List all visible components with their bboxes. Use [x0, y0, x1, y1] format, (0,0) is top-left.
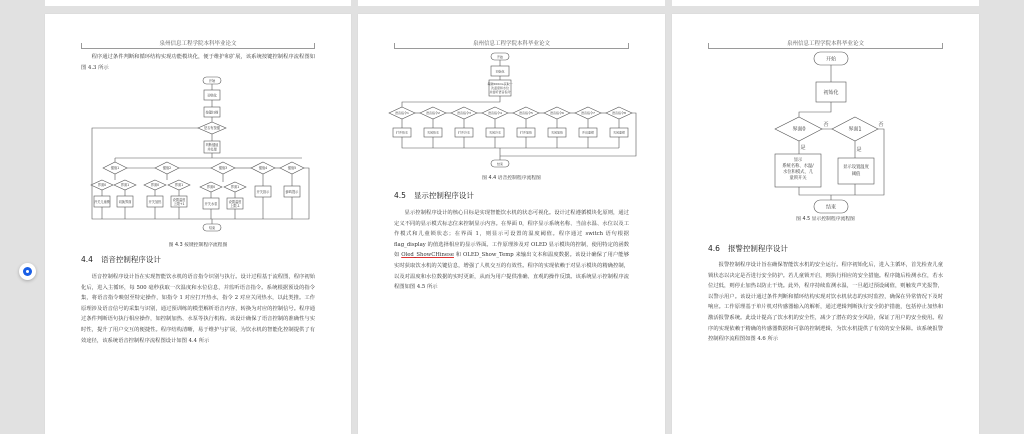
- svg-text:打开加热: 打开加热: [519, 130, 533, 135]
- svg-text:语音指令5: 语音指令5: [519, 111, 533, 115]
- function-name-link: Oled_ShowCHinese: [401, 252, 454, 259]
- svg-text:界面1: 界面1: [174, 183, 184, 187]
- previous-page-bottom: [672, 0, 979, 6]
- svg-text:设置温度: 设置温度: [172, 198, 186, 202]
- figure-4-5-flowchart: [762, 50, 892, 214]
- svg-text:设置温度: 设置温度: [228, 200, 242, 204]
- svg-text:结束: 结束: [825, 204, 837, 211]
- svg-text:打开热水: 打开热水: [395, 130, 409, 135]
- svg-text:关闭热水: 关闭热水: [426, 130, 440, 135]
- svg-text:界面0: 界面0: [150, 183, 160, 187]
- figure-caption: 图 4.5 显示控制程序流程图: [796, 217, 855, 222]
- svg-text:显示: 显示: [793, 158, 803, 163]
- svg-text:是: 是: [856, 147, 862, 153]
- svg-text:水位和模式、儿: 水位和模式、儿: [782, 170, 814, 175]
- svg-text:界面0: 界面0: [792, 126, 806, 133]
- svg-text:是否有按键: 是否有按键: [204, 126, 220, 131]
- svg-text:键值2: 键值2: [162, 166, 172, 170]
- svg-text:结束: 结束: [208, 225, 216, 230]
- section-number: 4.5: [394, 191, 406, 200]
- svg-text:键值4: 键值4: [258, 166, 268, 170]
- page-header: 泉州信息工程学院本科毕业论文: [394, 39, 629, 49]
- svg-text:童锁开关: 童锁开关: [789, 176, 807, 181]
- section-heading-4-6: [708, 243, 796, 254]
- page-header: 泉州信息工程学院本科毕业论文: [708, 39, 943, 49]
- figure-caption: 图 4.4 语音控制程序流程图: [482, 176, 541, 181]
- document-page-3: [672, 14, 979, 434]
- svg-text:按键扫描: 按键扫描: [205, 110, 219, 115]
- previous-page-bottom: [45, 0, 351, 6]
- flow-start: 开始: [208, 78, 216, 83]
- svg-text:否: 否: [823, 122, 829, 128]
- figure-4-4-flowchart: [388, 52, 638, 172]
- section-number: 4.6: [708, 244, 720, 253]
- svg-text:键值5: 键值5: [287, 166, 297, 170]
- svg-text:开启童锁: 开启童锁: [581, 130, 595, 135]
- svg-text:切换界面: 切换界面: [118, 200, 132, 204]
- assistant-floating-button[interactable]: [19, 263, 36, 280]
- svg-text:并监听语音指令: 并监听语音指令: [489, 90, 511, 94]
- svg-text:语音指令2: 语音指令2: [426, 111, 440, 115]
- svg-text:关闭冷水: 关闭冷水: [488, 130, 502, 135]
- svg-text:开始: 开始: [496, 54, 504, 59]
- svg-text:每隔500ms获取一: 每隔500ms获取一: [487, 82, 513, 86]
- svg-text:界面1: 界面1: [120, 183, 130, 187]
- page-header: 泉州信息工程学院本科毕业论文: [81, 39, 315, 49]
- body-text: 显示控制程序设计的核心目标是实现智能饮水机的状态可视化。设计过程遵循模块化原则，通过定义不同的显示模式标志位来控制显示内容。在界面 0，程序显示系统名称、当前水温、水位以及工作模式和儿童锁状态；在界面 1，则显示可设置的温度阈值。程序通过 switch 语句根据 flag_display 的值选择相应的显示界面。工作原理涉及对 OLED 显示模块的控制，使用特定的函数如: [394, 210, 629, 259]
- svg-text:否: 否: [878, 122, 884, 128]
- svg-text:键值1: 键值1: [110, 166, 120, 170]
- svg-text:键值3: 键值3: [218, 166, 228, 170]
- svg-text:蜂鸣提示: 蜂鸣提示: [285, 190, 299, 194]
- body-text: 和 OLED_Show_Temp 来输出文本和温度数据。该设计确保了用户能够实时获取饮水机的关键信息，增强了人机交互的有效性。程序的实现依赖于对显示模块的精确控制，以及对温度和水位数据的实时更新，从而为用户提供准确、直观的操作反馈。该系统显示控制程序流程图如图 4.5 所示: [394, 252, 629, 291]
- svg-text:开始: 开始: [825, 56, 837, 63]
- assistant-icon: [23, 267, 32, 276]
- svg-text:界面1: 界面1: [230, 185, 240, 189]
- paragraph-intro: 程序通过条件判断和循环结构实现功能模块化，便于维护和扩展，该系统按键控制程序流程图如图 4.3 所示: [81, 54, 315, 71]
- svg-text:初始化: 初始化: [495, 69, 505, 74]
- svg-text:是: 是: [800, 145, 806, 151]
- svg-text:关闭加热: 关闭加热: [550, 130, 564, 135]
- paragraph-body: 语音控制程序设计旨在实现智能饮水机的语音指令识别与执行。设计过程基于流程图，程序初始化后，进入主循环，每 500 毫秒获取一次温度和水位信息，并监听语音指令。系统根据预设的指令集，将语音指令映射至特定操作，如指令 1 对应打开热水，指令 2 对应关闭热水，以此类推。工作原理涉及语音信号的采集与识别，通过预训练的模型解析语音内容，转换为对应的控制信号。程序通过条件判断语句执行相应操作，如控制加热、水泵等执行机构。该设计确保了语音控制的准确性与实时性，提升了用户交互的便捷性。程序结构清晰，易于维护与扩展，为饮水机的智能化控制提供了有效途径，该系统语音控制程序流程图设计如图 4.4 所示: [81, 274, 315, 344]
- section-heading-4-4: [81, 254, 169, 265]
- section-heading-4-5: [394, 190, 482, 201]
- svg-text:界面0: 界面0: [97, 183, 107, 187]
- svg-text:语音指令7: 语音指令7: [581, 111, 595, 115]
- svg-text:语音指令1: 语音指令1: [395, 111, 409, 115]
- svg-text:判断键值: 判断键值: [205, 143, 219, 147]
- svg-text:上限+1: 上限+1: [173, 202, 185, 206]
- svg-text:语音指令6: 语音指令6: [550, 111, 564, 115]
- section-number: 4.4: [81, 255, 93, 264]
- svg-text:语音指令8: 语音指令8: [612, 111, 626, 115]
- svg-text:开关指示: 开关指示: [256, 190, 270, 194]
- figure-caption: 图 4.3 按键控制程序流程图: [168, 243, 228, 248]
- svg-text:阈值: 阈值: [851, 172, 861, 177]
- previous-page-bottom: [358, 0, 665, 6]
- document-page-2: [358, 14, 665, 434]
- svg-text:界面0: 界面0: [206, 185, 216, 189]
- svg-text:语音指令3: 语音指令3: [457, 111, 471, 115]
- svg-text:开关加热: 开关加热: [148, 200, 162, 204]
- svg-text:并处理: 并处理: [207, 147, 217, 152]
- svg-text:关闭童锁: 关闭童锁: [612, 130, 626, 135]
- svg-text:次温度和水位: 次温度和水位: [490, 86, 510, 90]
- svg-text:界面1: 界面1: [848, 126, 862, 133]
- svg-text:结束: 结束: [496, 161, 504, 166]
- paragraph-body: 报警控制程序设计旨在确保智能饮水机的安全运行。程序初始化后，进入主循环，首先检查儿童锁状态以决定是否进行安全防护。若儿童锁开启，则执行相应的安全措施。程序随后检测水位，若水位过低，则停止加热以防止干烧。此外，程序持续监测水温，一旦超过预设阈值，则触发声光报警，以警示用户。该设计通过条件判断和循环结构实现对饮水机状态的实时监控，确保在异常情况下及时响应。工作原理基于单片机对传感器输入的解析，通过逻辑判断执行安全防护措施，包括停止加热和激活报警系统。此设计提高了饮水机的安全性，减少了潜在的安全风险，保证了用户的安全使用。程序的实现依赖于精确的传感器数据和可靠的控制逻辑，为饮水机提供了有效的安全保障。该系统报警控制程序流程图如图 4.6 所示: [708, 262, 943, 343]
- svg-text:显示设置温度: 显示设置温度: [843, 165, 869, 170]
- svg-text:初始化: 初始化: [207, 93, 217, 98]
- section-title: 语音控制程序设计: [100, 255, 161, 264]
- svg-text:上限-1: 上限-1: [230, 204, 240, 208]
- svg-text:打开冷水: 打开冷水: [457, 130, 471, 135]
- paragraph-body: [394, 208, 629, 293]
- svg-text:开关水泵: 开关水泵: [204, 202, 218, 206]
- document-page-1: [45, 14, 351, 434]
- section-title: 显示控制程序设计: [413, 191, 474, 200]
- section-title: 报警控制程序设计: [727, 244, 788, 253]
- svg-text:语音指令4: 语音指令4: [488, 111, 502, 115]
- svg-text:系统名称、水温/: 系统名称、水温/: [782, 164, 814, 169]
- figure-4-3-flowchart: [87, 74, 312, 239]
- svg-text:初始化: 初始化: [823, 90, 839, 96]
- svg-text:开关儿童锁: 开关儿童锁: [94, 200, 110, 204]
